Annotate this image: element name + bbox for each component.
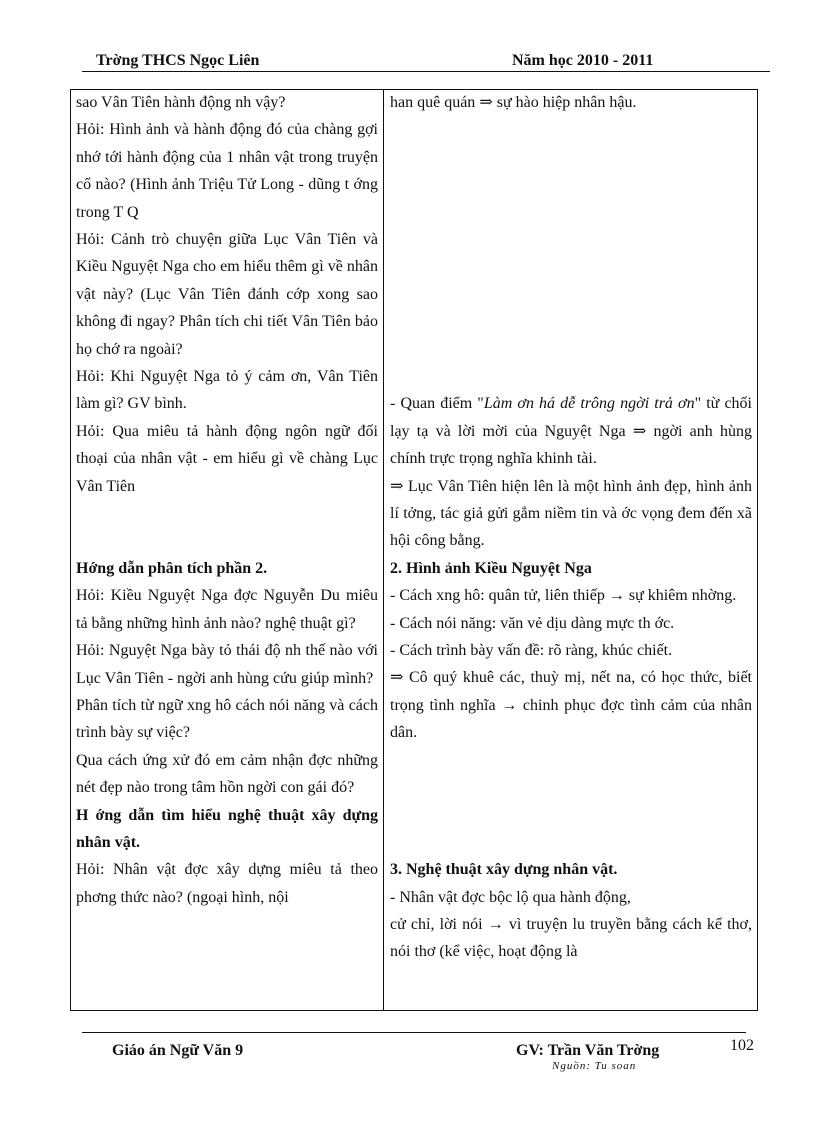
- school-year: Năm học 2010 - 2011: [512, 52, 654, 69]
- right-text: cử chỉ, lời nói → vì truyện lu truyền bằng cách kể thơ, nói thơ (kể việc, hoạt động là: [390, 915, 753, 961]
- arrow-right-icon: ⇒: [632, 422, 647, 440]
- right-text: ⇒ Cô quý khuê các, thuỳ mị, nết na, có học thức, biết trọng tình nghĩa → chinh phục đợc tình cảm của nhân dân.: [390, 669, 752, 742]
- left-text: sao Vân Tiên hành động nh vậy?: [76, 94, 286, 111]
- footer-source: Nguồn: Tu soan: [552, 1060, 637, 1072]
- left-text: Hỏi: Nhân vật đợc xây dựng miêu tả theo phơng thức nào? (ngoại hình, nội: [76, 861, 378, 906]
- right-text: han quê quán ⇒ sự hào hiệp nhân hậu.: [390, 94, 637, 111]
- section-heading-2-right: 2. Hình ảnh Kiều Nguyệt Nga: [390, 559, 592, 577]
- arrow-icon: →: [608, 587, 625, 605]
- arrow-icon: →: [501, 696, 518, 714]
- right-text: - Quan điểm "Làm ơn há dễ trông ngời trả ơn" từ chối lạy tạ và lời mời của Nguyệt Nga ⇒ ngời anh hùng chính trực trọng nghĩa khinh tài.: [390, 395, 753, 468]
- footer-rule: [82, 1032, 746, 1033]
- page-header: [82, 52, 770, 72]
- right-text: - Nhân vật đợc bộc lộ qua hành động,: [390, 888, 631, 906]
- left-text: Hỏi: Cảnh trò chuyện giữa Lục Vân Tiên và Kiều Nguyệt Nga cho em hiểu thêm gì về nhân vật này? (Lục Vân Tiên đánh cớp xong sao không đi ngay? Phân tích chi tiết Vân Tiên bảo họ chớ ra ngoài?: [76, 231, 378, 358]
- footer-teacher: GV: Trần Văn Trờng: [516, 1042, 660, 1059]
- left-text: Phân tích từ ngữ xng hô cách nói năng và cách trình bày sự việc?: [76, 696, 378, 742]
- right-text: - Cách xng hô: quân tử, liên thiếp → sự khiêm nhờng.: [390, 587, 737, 605]
- arrow-right-icon: ⇒: [479, 94, 493, 111]
- left-text: Hỏi: Nguyệt Nga bày tỏ thái độ nh thế nào với Lục Vân Tiên - ngời anh hùng cứu giúp mình?: [76, 642, 378, 687]
- left-text: Hỏi: Hình ảnh và hành động đó của chàng gợi nhớ tới hành động của 1 nhân vật trong truyện cổ nào? (Hình ảnh Triệu Tử Long - dũng t ớng trong T Q: [76, 121, 378, 221]
- page-number: 102: [730, 1037, 754, 1054]
- section-heading-2: Hớng dẫn phân tích phần 2.: [76, 559, 268, 577]
- right-text: - Cách trình bày vấn đề: rõ ràng, khúc chiết.: [390, 641, 673, 659]
- footer-title: Giáo án Ngữ Văn 9: [112, 1042, 244, 1059]
- left-text: Hỏi: Qua miêu tả hành động ngôn ngữ đối thoại của nhân vật - em hiểu gì về chàng Lục Vân Tiên: [76, 422, 378, 495]
- teacher-questions-column: [76, 89, 378, 911]
- header-rule: [82, 71, 770, 72]
- right-text: ⇒ Lục Vân Tiên hiện lên là một hình ảnh đẹp, hình ảnh lí tởng, tác giả gửi gắm niềm tin và ớc vọng đem đến xã hội công bằng.: [390, 477, 753, 550]
- section-heading-3-right: 3. Nghệ thuật xây dựng nhân vật.: [390, 861, 618, 879]
- arrow-icon: →: [487, 915, 504, 933]
- left-text: Hỏi: Khi Nguyệt Nga tỏ ý cảm ơn, Vân Tiên làm gì? GV bình.: [76, 368, 378, 413]
- left-text: Qua cách ứng xử đó em cảm nhận đợc những nét đẹp nào trong tâm hồn ngời con gái đó?: [76, 751, 378, 797]
- arrow-right-icon: ⇒: [390, 477, 404, 495]
- right-text: - Cách nói năng: văn vẻ dịu dàng mực th ớc.: [390, 614, 675, 632]
- left-text: Hỏi: Kiều Nguyệt Nga đợc Nguyễn Du miêu tả bằng những hình ảnh nào? nghệ thuật gì?: [76, 587, 378, 632]
- arrow-right-icon: ⇒: [390, 669, 404, 687]
- section-heading-3: H ớng dẫn tìm hiểu nghệ thuật xây dựng nhân vật.: [76, 806, 378, 851]
- school-name: Trờng THCS Ngọc Liên: [96, 52, 260, 69]
- content-column: [390, 89, 752, 966]
- column-divider: [383, 89, 384, 1011]
